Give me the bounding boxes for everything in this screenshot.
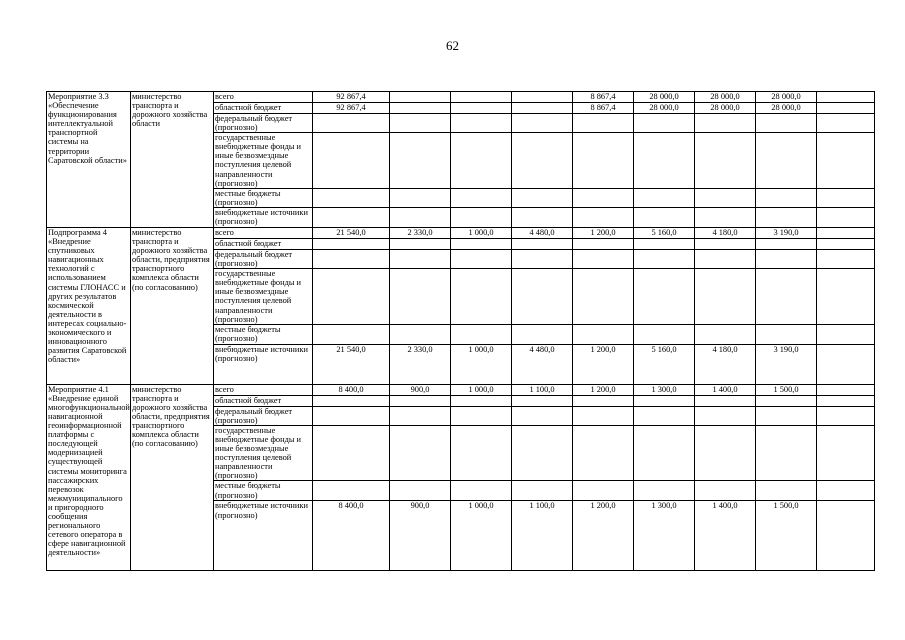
amount-cell	[451, 249, 512, 268]
amount-cell	[451, 324, 512, 344]
amount-cell	[390, 406, 451, 425]
amount-cell	[817, 227, 875, 238]
amount-cell	[817, 425, 875, 481]
amount-cell	[390, 249, 451, 268]
amount-cell	[695, 481, 756, 501]
amount-cell	[451, 103, 512, 114]
amount-cell	[512, 114, 573, 133]
amount-cell	[817, 133, 875, 189]
amount-cell	[512, 269, 573, 325]
amount-cell	[695, 188, 756, 207]
amount-cell	[451, 406, 512, 425]
amount-cell	[313, 406, 390, 425]
amount-cell	[451, 188, 512, 207]
table-row	[47, 92, 875, 103]
table-row	[47, 384, 875, 395]
amount-cell	[390, 269, 451, 325]
amount-cell: 1 300,0	[634, 384, 695, 395]
amount-cell: 28 000,0	[634, 92, 695, 103]
amount-cell	[390, 324, 451, 344]
amount-cell: 8 400,0	[313, 501, 390, 571]
amount-cell	[634, 395, 695, 406]
amount-cell	[817, 384, 875, 395]
amount-cell	[817, 92, 875, 103]
funding-source-cell: государственные внебюджетные фонды и иные безвозмездные поступления целевой направленности (прогнозно)	[214, 133, 313, 189]
amount-cell	[756, 133, 817, 189]
amount-cell	[390, 207, 451, 227]
amount-cell	[313, 324, 390, 344]
executor-cell: министерство транспорта и дорожного хозяйства области, предприятия транспортного комплекса области (по согласованию)	[131, 227, 214, 384]
amount-cell: 1 000,0	[451, 227, 512, 238]
page-number: 62	[446, 38, 459, 53]
amount-cell	[512, 133, 573, 189]
amount-cell	[313, 249, 390, 268]
amount-cell	[817, 501, 875, 571]
amount-cell	[634, 207, 695, 227]
amount-cell	[634, 238, 695, 249]
amount-cell	[817, 103, 875, 114]
amount-cell: 2 330,0	[390, 227, 451, 238]
amount-cell	[817, 395, 875, 406]
amount-cell: 28 000,0	[756, 103, 817, 114]
funding-source-cell: федеральный бюджет (прогнозно)	[214, 249, 313, 268]
amount-cell	[313, 395, 390, 406]
amount-cell	[756, 188, 817, 207]
amount-cell: 21 540,0	[313, 344, 390, 384]
amount-cell: 4 480,0	[512, 227, 573, 238]
amount-cell	[390, 188, 451, 207]
amount-cell	[390, 425, 451, 481]
amount-cell: 1 300,0	[634, 501, 695, 571]
amount-cell	[695, 269, 756, 325]
amount-cell	[634, 481, 695, 501]
event-title-cell: Мероприятие 4.1 «Внедрение единой многофункциональной навигационной геоинформационной платформы с последующей модернизацией существующей системы мониторинга пассажирских перевозок межмуниципального и пригородного сообщения регионального сетевого оператора в сфере навигационной деятельности»	[47, 384, 131, 571]
funding-source-cell: федеральный бюджет (прогнозно)	[214, 406, 313, 425]
amount-cell	[573, 406, 634, 425]
funding-source-cell: областной бюджет	[214, 238, 313, 249]
amount-cell	[756, 324, 817, 344]
amount-cell	[512, 207, 573, 227]
executor-cell: министерство транспорта и дорожного хозяйства области, предприятия транспортного комплекса области (по согласованию)	[131, 384, 214, 571]
amount-cell	[756, 207, 817, 227]
amount-cell	[313, 207, 390, 227]
amount-cell: 28 000,0	[756, 92, 817, 103]
amount-cell	[695, 238, 756, 249]
amount-cell	[756, 269, 817, 325]
funding-source-cell: федеральный бюджет (прогнозно)	[214, 114, 313, 133]
funding-source-cell: всего	[214, 227, 313, 238]
amount-cell	[512, 103, 573, 114]
amount-cell	[313, 188, 390, 207]
amount-cell	[313, 114, 390, 133]
amount-cell	[451, 395, 512, 406]
amount-cell	[451, 207, 512, 227]
amount-cell: 1 000,0	[451, 344, 512, 384]
amount-cell: 1 100,0	[512, 501, 573, 571]
amount-cell: 1 500,0	[756, 384, 817, 395]
amount-cell	[573, 481, 634, 501]
amount-cell: 1 200,0	[573, 384, 634, 395]
amount-cell	[634, 249, 695, 268]
amount-cell: 1 000,0	[451, 501, 512, 571]
amount-cell	[817, 324, 875, 344]
amount-cell	[512, 425, 573, 481]
amount-cell	[451, 238, 512, 249]
budget-table-body	[47, 92, 875, 571]
amount-cell: 8 867,4	[573, 92, 634, 103]
amount-cell: 1 000,0	[451, 384, 512, 395]
amount-cell	[313, 425, 390, 481]
amount-cell: 3 190,0	[756, 344, 817, 384]
amount-cell: 21 540,0	[313, 227, 390, 238]
amount-cell	[573, 425, 634, 481]
amount-cell	[390, 114, 451, 133]
amount-cell: 1 200,0	[573, 227, 634, 238]
amount-cell	[695, 324, 756, 344]
amount-cell	[512, 324, 573, 344]
amount-cell	[817, 207, 875, 227]
amount-cell: 1 400,0	[695, 501, 756, 571]
amount-cell	[756, 249, 817, 268]
amount-cell: 4 180,0	[695, 344, 756, 384]
amount-cell: 900,0	[390, 501, 451, 571]
amount-cell	[695, 207, 756, 227]
amount-cell	[512, 238, 573, 249]
amount-cell	[451, 425, 512, 481]
funding-source-cell: всего	[214, 384, 313, 395]
amount-cell	[817, 238, 875, 249]
funding-source-cell: государственные внебюджетные фонды и иные безвозмездные поступления целевой направленности (прогнозно)	[214, 425, 313, 481]
amount-cell	[512, 92, 573, 103]
amount-cell	[573, 238, 634, 249]
funding-source-cell: внебюджетные источники (прогнозно)	[214, 344, 313, 384]
amount-cell: 900,0	[390, 384, 451, 395]
amount-cell: 2 330,0	[390, 344, 451, 384]
amount-cell	[634, 269, 695, 325]
amount-cell: 3 190,0	[756, 227, 817, 238]
amount-cell	[695, 406, 756, 425]
amount-cell: 28 000,0	[695, 92, 756, 103]
amount-cell	[573, 249, 634, 268]
amount-cell	[573, 324, 634, 344]
amount-cell	[451, 92, 512, 103]
funding-source-cell: всего	[214, 92, 313, 103]
amount-cell	[756, 425, 817, 481]
amount-cell	[390, 395, 451, 406]
funding-source-cell: областной бюджет	[214, 395, 313, 406]
funding-source-cell: местные бюджеты (прогнозно)	[214, 324, 313, 344]
amount-cell	[313, 481, 390, 501]
amount-cell	[756, 238, 817, 249]
amount-cell	[313, 238, 390, 249]
event-title-cell: Мероприятие 3.3 «Обеспечение функционирования интеллектуальной транспортной системы на территории Саратовской области»	[47, 92, 131, 228]
amount-cell	[573, 269, 634, 325]
amount-cell	[390, 481, 451, 501]
amount-cell	[695, 249, 756, 268]
amount-cell	[817, 114, 875, 133]
amount-cell	[695, 114, 756, 133]
amount-cell: 92 867,4	[313, 103, 390, 114]
amount-cell	[817, 406, 875, 425]
amount-cell	[451, 133, 512, 189]
amount-cell	[695, 425, 756, 481]
amount-cell	[695, 395, 756, 406]
funding-source-cell: внебюджетные источники (прогнозно)	[214, 501, 313, 571]
amount-cell: 8 400,0	[313, 384, 390, 395]
amount-cell: 1 500,0	[756, 501, 817, 571]
amount-cell	[817, 344, 875, 384]
amount-cell	[756, 481, 817, 501]
amount-cell: 4 480,0	[512, 344, 573, 384]
amount-cell	[451, 114, 512, 133]
amount-cell	[512, 188, 573, 207]
funding-source-cell: областной бюджет	[214, 103, 313, 114]
executor-cell: министерство транспорта и дорожного хозяйства области	[131, 92, 214, 228]
amount-cell	[756, 395, 817, 406]
amount-cell: 92 867,4	[313, 92, 390, 103]
amount-cell	[634, 324, 695, 344]
amount-cell	[390, 92, 451, 103]
event-title-cell: Подпрограмма 4 «Внедрение спутниковых навигационных технологий с использованием системы ГЛОНАСС и других результатов космической деятельности в интересах социально-экономического и инновационного развития Саратовской области»	[47, 227, 131, 384]
amount-cell: 8 867,4	[573, 103, 634, 114]
amount-cell	[512, 395, 573, 406]
funding-source-cell: местные бюджеты (прогнозно)	[214, 481, 313, 501]
amount-cell	[512, 406, 573, 425]
funding-source-cell: государственные внебюджетные фонды и иные безвозмездные поступления целевой направленности (прогнозно)	[214, 269, 313, 325]
funding-source-cell: местные бюджеты (прогнозно)	[214, 188, 313, 207]
amount-cell	[573, 395, 634, 406]
amount-cell: 1 100,0	[512, 384, 573, 395]
amount-cell	[817, 481, 875, 501]
amount-cell: 28 000,0	[634, 103, 695, 114]
amount-cell	[313, 269, 390, 325]
amount-cell	[573, 114, 634, 133]
amount-cell	[451, 269, 512, 325]
amount-cell: 28 000,0	[695, 103, 756, 114]
amount-cell	[390, 103, 451, 114]
amount-cell	[512, 249, 573, 268]
amount-cell: 5 160,0	[634, 344, 695, 384]
amount-cell	[634, 406, 695, 425]
amount-cell	[573, 133, 634, 189]
funding-source-cell: внебюджетные источники (прогнозно)	[214, 207, 313, 227]
amount-cell	[695, 133, 756, 189]
amount-cell	[573, 188, 634, 207]
amount-cell: 4 180,0	[695, 227, 756, 238]
amount-cell: 1 400,0	[695, 384, 756, 395]
table-row	[47, 227, 875, 238]
amount-cell	[756, 406, 817, 425]
amount-cell	[573, 207, 634, 227]
amount-cell: 1 200,0	[573, 501, 634, 571]
amount-cell: 5 160,0	[634, 227, 695, 238]
amount-cell	[817, 188, 875, 207]
amount-cell	[634, 133, 695, 189]
amount-cell	[634, 425, 695, 481]
amount-cell	[634, 188, 695, 207]
amount-cell	[634, 114, 695, 133]
amount-cell: 1 200,0	[573, 344, 634, 384]
amount-cell	[817, 269, 875, 325]
amount-cell	[756, 114, 817, 133]
amount-cell	[390, 133, 451, 189]
amount-cell	[451, 481, 512, 501]
amount-cell	[390, 238, 451, 249]
amount-cell	[817, 249, 875, 268]
amount-cell	[313, 133, 390, 189]
budget-table	[46, 91, 875, 571]
amount-cell	[512, 481, 573, 501]
